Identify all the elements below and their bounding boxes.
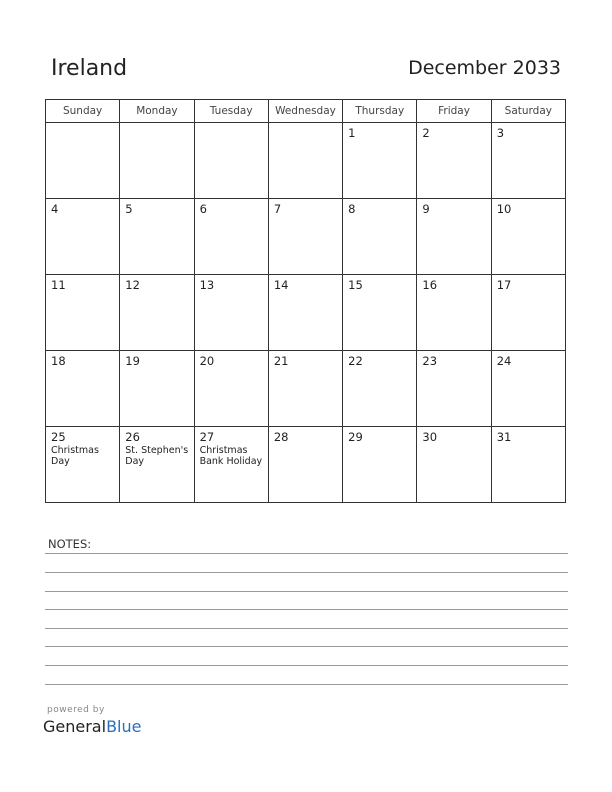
day-number: 2 xyxy=(422,126,430,140)
brand-part1: General xyxy=(43,717,107,736)
holiday-label: St. Stephen's Day xyxy=(125,445,189,467)
day-number: 8 xyxy=(348,202,356,216)
day-cell[interactable] xyxy=(417,199,491,275)
day-cell[interactable] xyxy=(491,351,565,427)
brand-logo[interactable] xyxy=(43,717,141,736)
day-number: 28 xyxy=(273,430,289,444)
day-number: 23 xyxy=(422,354,438,368)
empty-day-cell xyxy=(268,123,342,199)
weekday-saturday: Saturday xyxy=(491,100,565,123)
calendar-grid xyxy=(45,99,566,503)
day-cell[interactable] xyxy=(491,275,565,351)
empty-day-cell xyxy=(120,123,194,199)
day-cell[interactable] xyxy=(268,275,342,351)
day-number: 29 xyxy=(348,430,363,444)
holiday-label: Christmas Bank Holiday xyxy=(199,445,263,467)
day-cell[interactable] xyxy=(194,275,268,351)
day-number: 5 xyxy=(125,202,133,216)
day-number: 11 xyxy=(51,278,66,292)
day-cell[interactable] xyxy=(120,199,194,275)
day-cell[interactable] xyxy=(343,351,417,427)
day-cell[interactable] xyxy=(194,199,268,275)
day-cell[interactable] xyxy=(46,275,120,351)
brand-part2: Blue xyxy=(106,717,142,736)
holiday-label: Christmas Day xyxy=(51,445,99,467)
note-line xyxy=(45,684,568,685)
note-line xyxy=(45,646,568,647)
day-number: 19 xyxy=(125,354,140,368)
day-number: 12 xyxy=(125,278,140,292)
day-number: 26 xyxy=(125,430,140,444)
day-cell[interactable] xyxy=(194,351,268,427)
day-cell[interactable] xyxy=(120,275,194,351)
day-number: 6 xyxy=(199,202,207,216)
day-number: 9 xyxy=(422,202,430,216)
day-cell[interactable] xyxy=(491,199,565,275)
day-cell[interactable] xyxy=(343,123,417,199)
day-number: 20 xyxy=(199,354,215,368)
day-number: 24 xyxy=(496,354,512,368)
weekday-header-row xyxy=(46,100,566,123)
month-year-title: December 2033 xyxy=(408,57,561,79)
weekday-monday: Monday xyxy=(120,100,194,123)
day-number: 7 xyxy=(273,202,282,216)
day-cell[interactable] xyxy=(268,351,342,427)
note-line xyxy=(45,553,568,554)
note-line xyxy=(45,591,568,592)
day-cell[interactable] xyxy=(417,275,491,351)
week-row xyxy=(46,199,566,275)
country-title: Ireland xyxy=(51,56,128,81)
week-row xyxy=(46,123,566,199)
day-number: 15 xyxy=(348,278,363,292)
day-cell[interactable] xyxy=(343,199,417,275)
day-cell[interactable] xyxy=(268,427,342,503)
day-cell[interactable] xyxy=(120,351,194,427)
day-number: 16 xyxy=(422,278,438,292)
note-line xyxy=(45,628,568,629)
note-line xyxy=(45,609,568,610)
day-number: 13 xyxy=(199,278,215,292)
weekday-sunday: Sunday xyxy=(46,100,120,123)
day-number: 10 xyxy=(496,202,512,216)
empty-day-cell xyxy=(46,123,120,199)
day-number: 3 xyxy=(496,126,505,140)
day-cell[interactable] xyxy=(417,351,491,427)
day-number: 30 xyxy=(422,430,438,444)
day-cell[interactable] xyxy=(194,427,268,503)
day-number: 27 xyxy=(199,430,215,444)
day-number: 25 xyxy=(51,430,66,444)
day-cell[interactable] xyxy=(46,351,120,427)
day-cell[interactable] xyxy=(46,199,120,275)
notes-label: NOTES: xyxy=(48,537,92,551)
week-row xyxy=(46,275,566,351)
note-line xyxy=(45,665,568,666)
week-row xyxy=(46,351,566,427)
day-cell[interactable] xyxy=(417,123,491,199)
day-cell[interactable] xyxy=(491,427,565,503)
day-number: 18 xyxy=(51,354,66,368)
week-row xyxy=(46,427,566,503)
day-number: 14 xyxy=(273,278,289,292)
day-number: 31 xyxy=(496,430,512,444)
weekday-friday: Friday xyxy=(417,100,491,123)
note-line xyxy=(45,572,568,573)
day-cell[interactable] xyxy=(343,427,417,503)
day-number: 21 xyxy=(273,354,289,368)
day-cell[interactable] xyxy=(268,199,342,275)
weekday-thursday: Thursday xyxy=(343,100,417,123)
day-number: 22 xyxy=(348,354,363,368)
empty-day-cell xyxy=(194,123,268,199)
weekday-wednesday: Wednesday xyxy=(268,100,342,123)
day-number: 17 xyxy=(496,278,512,292)
day-cell[interactable] xyxy=(417,427,491,503)
day-number: 1 xyxy=(348,126,356,140)
weekday-tuesday: Tuesday xyxy=(194,100,268,123)
day-cell[interactable] xyxy=(343,275,417,351)
powered-by-text: powered by xyxy=(47,705,105,715)
day-cell[interactable] xyxy=(491,123,565,199)
day-number: 4 xyxy=(51,202,59,216)
day-cell[interactable] xyxy=(120,427,194,503)
day-cell[interactable] xyxy=(46,427,120,503)
